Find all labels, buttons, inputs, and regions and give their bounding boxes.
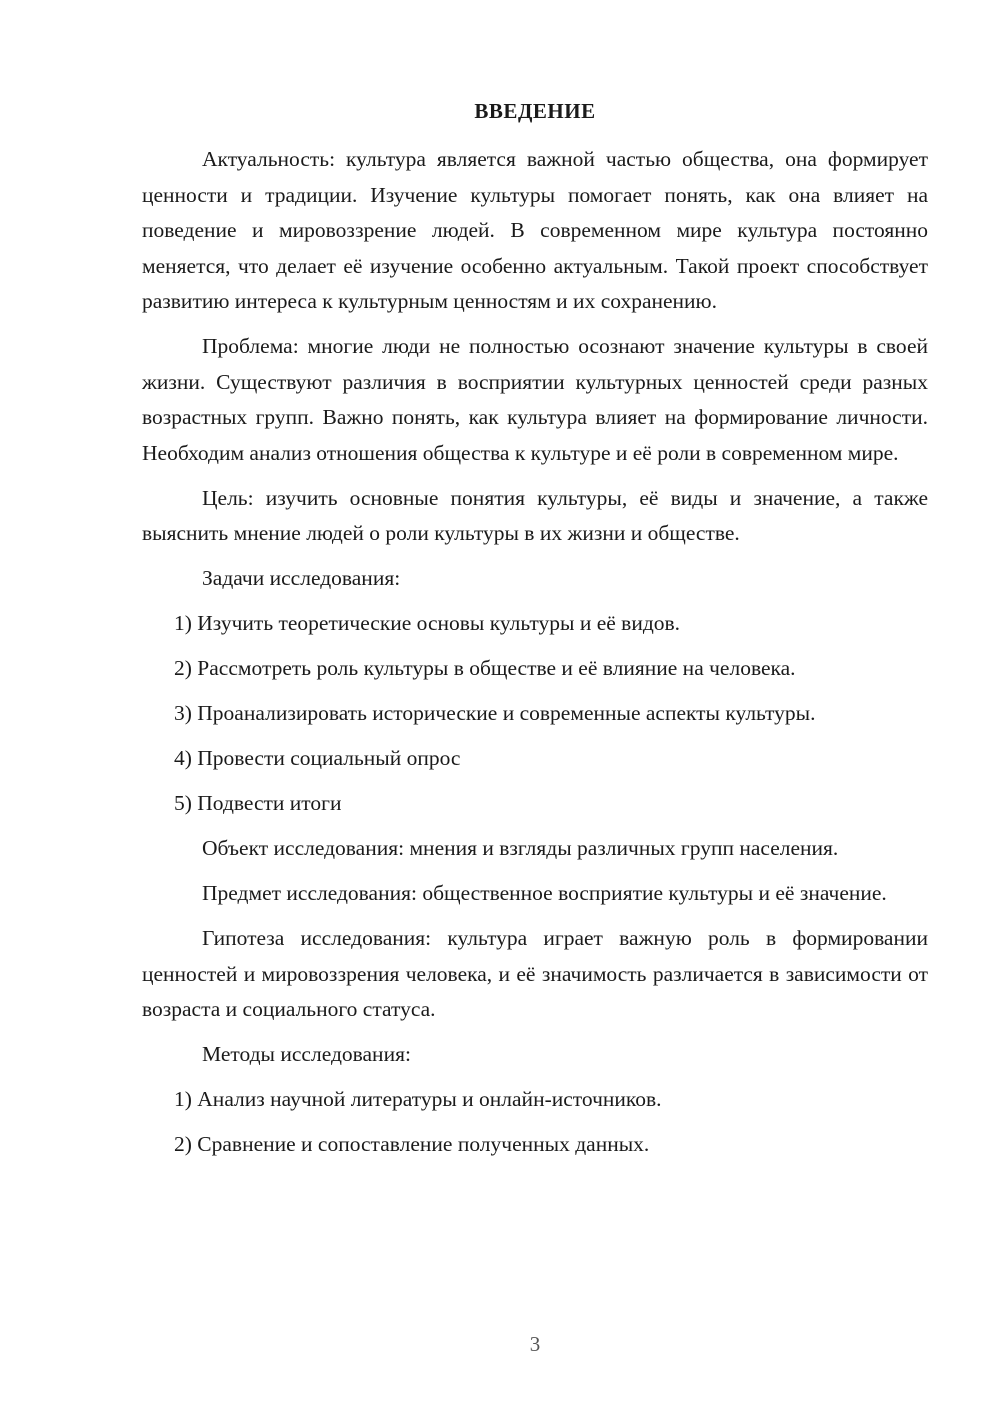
subject-paragraph: Предмет исследования: общественное восприятие культуры и её значение. <box>202 881 887 905</box>
document-page <box>142 0 928 1414</box>
document-body <box>142 142 928 1172</box>
page-title: ВВЕДЕНИЕ <box>474 99 596 123</box>
task-item-5: 5) Подвести итоги <box>174 791 342 815</box>
hypothesis-paragraph: Гипотеза исследования: культура играет важную роль в формировании ценностей и мировоззрения человека, и её значимость различается в зависимости от возраста и социального статуса. <box>142 926 928 1021</box>
task-item-3: 3) Проанализировать исторические и современные аспекты культуры. <box>174 701 816 725</box>
page-number: 3 <box>529 1332 541 1356</box>
task-item-2: 2) Рассмотреть роль культуры в обществе и её влияние на человека. <box>174 656 796 680</box>
method-item-1: 1) Анализ научной литературы и онлайн-источников. <box>174 1087 662 1111</box>
tasks-heading: Задачи исследования: <box>202 566 401 590</box>
problem-paragraph: Проблема: многие люди не полностью осознают значение культуры в своей жизни. Существуют различия в восприятии культурных ценностей среди разных возрастных групп. Важно понять, как культура влияет на формирование личности. Необходим анализ отношения общества к культуре и её роли в современном мире. <box>142 334 928 465</box>
object-paragraph: Объект исследования: мнения и взгляды различных групп населения. <box>202 836 839 860</box>
actuality-paragraph: Актуальность: культура является важной частью общества, она формирует ценности и традиции. Изучение культуры помогает понять, как она влияет на поведение и мировоззрение людей. В современном мире культура постоянно меняется, что делает её изучение особенно актуальным. Такой проект способствует развитию интереса к культурным ценностям и их сохранению. <box>142 147 928 313</box>
task-item-1: 1) Изучить теоретические основы культуры и её видов. <box>174 611 681 635</box>
methods-heading: Методы исследования: <box>202 1042 411 1066</box>
method-item-2: 2) Сравнение и сопоставление полученных данных. <box>174 1132 650 1156</box>
goal-paragraph: Цель: изучить основные понятия культуры, её виды и значение, а также выяснить мнение людей о роли культуры в их жизни и обществе. <box>142 485 928 545</box>
task-item-4: 4) Провести социальный опрос <box>174 746 461 770</box>
